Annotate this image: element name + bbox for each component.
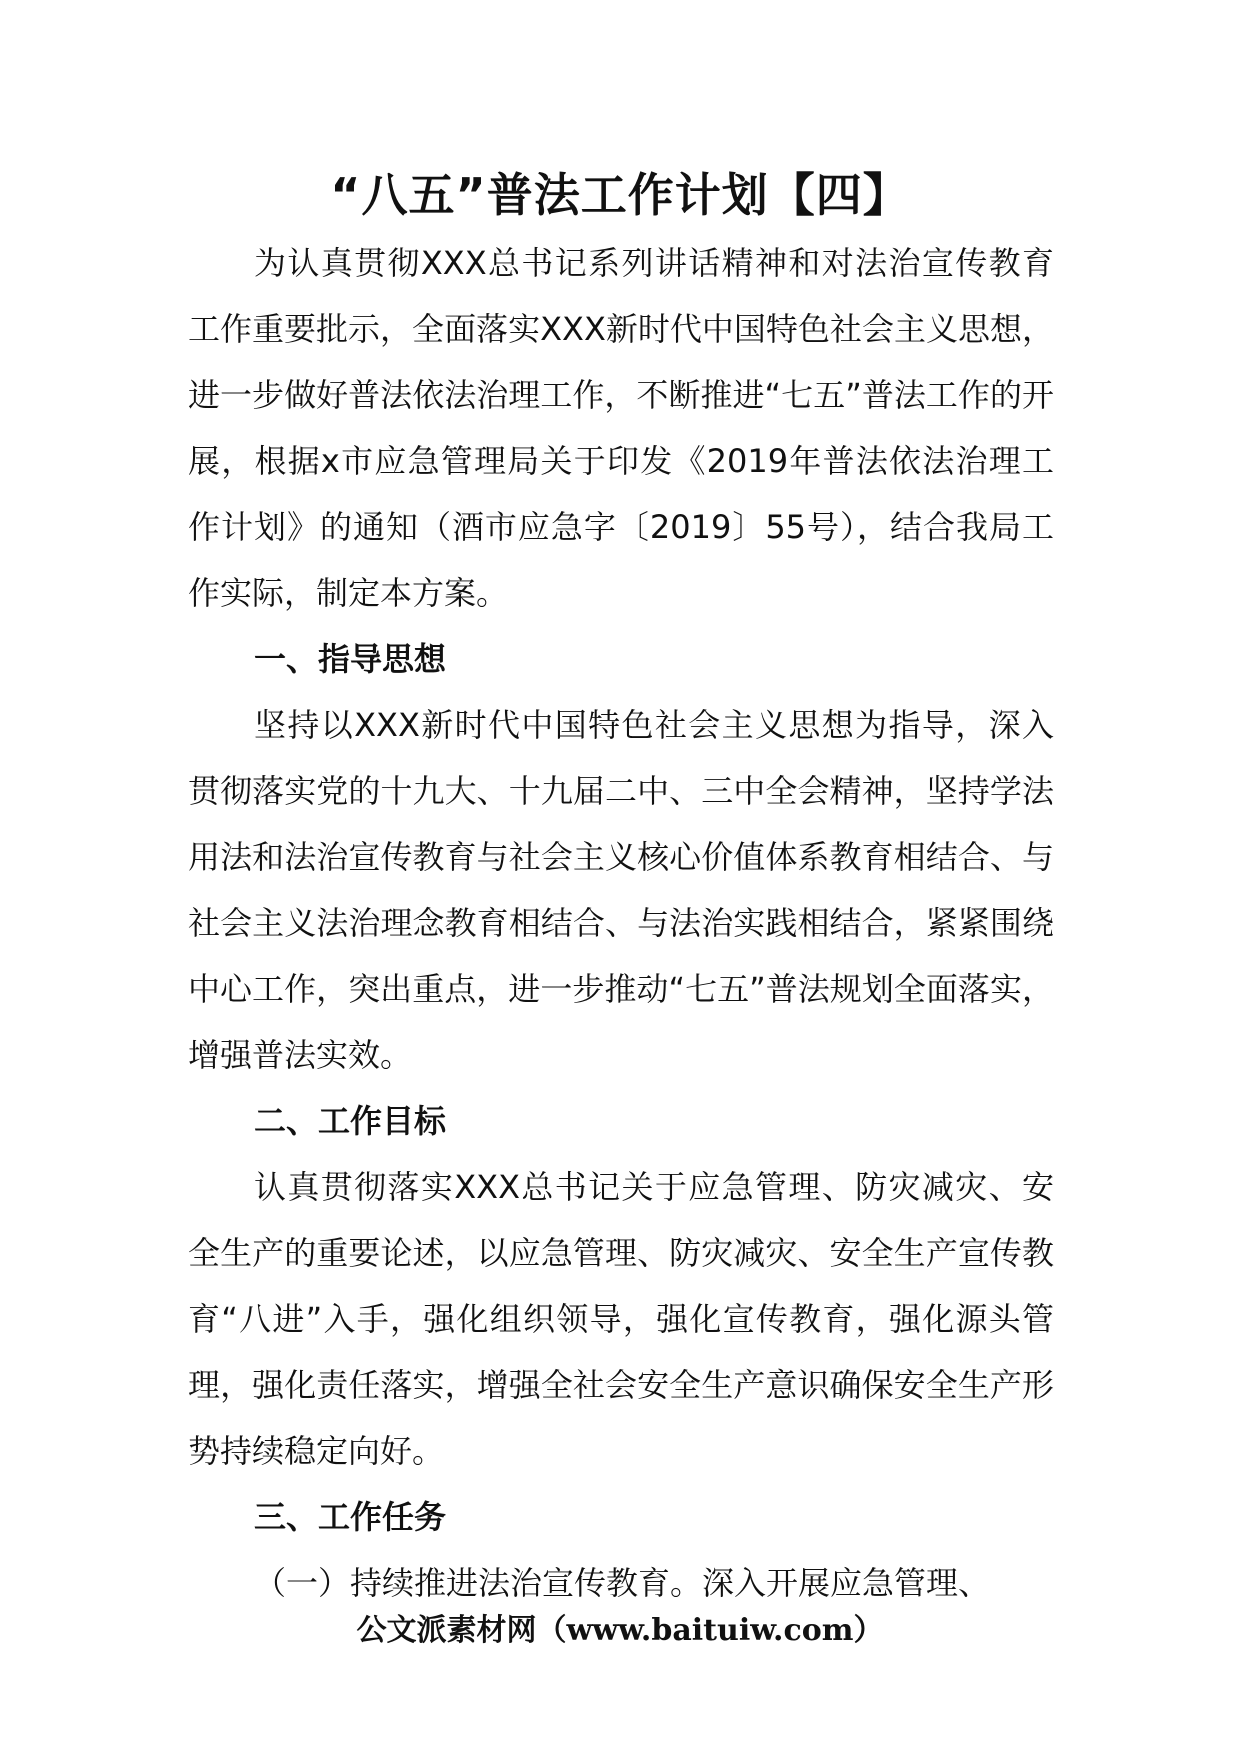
document-title: “八五”普法工作计划【四】 <box>330 168 910 222</box>
work-task-item-1: （一）持续推进法治宣传教育。深入开展应急管理、 <box>254 1564 991 1602</box>
guiding-ideology-paragraph: 坚持以XXX新时代中国特色社会主义思想为指导，深入贯彻落实党的十九大、十九届二中、三中全会精神，坚持学法用法和法治宣传教育与社会主义核心价值体系教育相结合、与社会主义法治理念教育相结合、与法治实践相结合，紧紧围绕中心工作，突出重点，进一步推动“七五”普法规划全面落实，增强普法实效。 <box>188 706 1054 1074</box>
section-heading-work-goals: 二、工作目标 <box>254 1102 447 1140</box>
document-body <box>188 230 1054 1616</box>
footer-source-text: 公文派素材网（www.baituiw.com） <box>356 1613 884 1648</box>
work-goals-paragraph: 认真贯彻落实XXX总书记关于应急管理、防灾减灾、安全生产的重要论述，以应急管理、防灾减灾、安全生产宣传教育“八进”入手，强化组织领导，强化宣传教育，强化源头管理，强化责任落实，增强全社会安全生产意识确保安全生产形势持续稳定向好。 <box>188 1168 1054 1470</box>
section-heading-guiding-ideology: 一、指导思想 <box>254 640 447 678</box>
section-heading-work-tasks: 三、工作任务 <box>254 1498 447 1536</box>
intro-paragraph: 为认真贯彻XXX总书记系列讲话精神和对法治宣传教育工作重要批示，全面落实XXX新时代中国特色社会主义思想，进一步做好普法依法治理工作，不断推进“七五”普法工作的开展，根据x市应急管理局关于印发《2019年普法依法治理工作计划》的通知（酒市应急字〔2019〕55号），结合我局工作实际，制定本方案。 <box>188 244 1054 612</box>
